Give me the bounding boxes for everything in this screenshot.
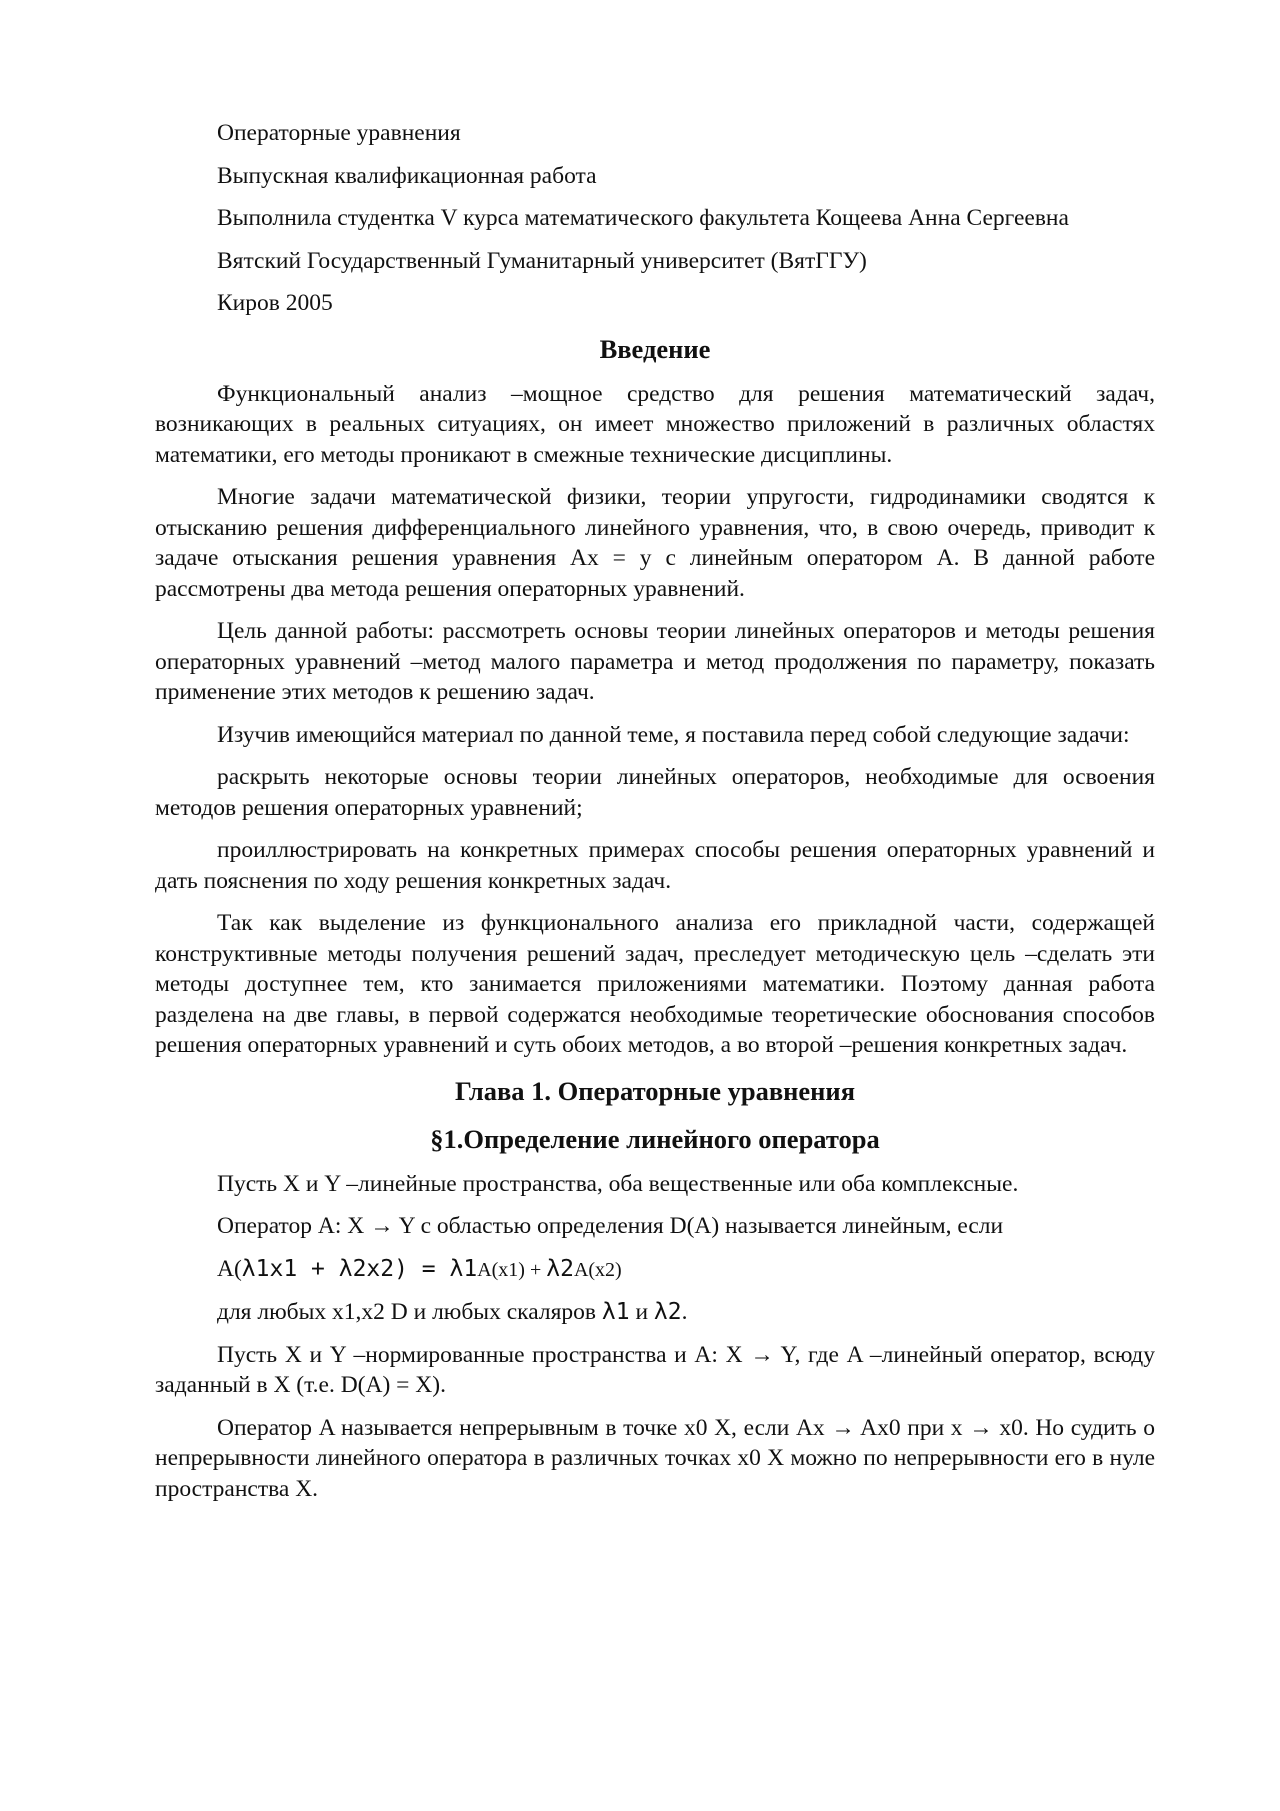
- city-year: Киров 2005: [217, 290, 333, 316]
- intro-paragraph: Цель данной работы: рассмотреть основы теории линейных операторов и методы решения операторных уравнений –метод малого параметра и метод продолжения по параметру, показать применение этих методов к решению задач.: [155, 618, 1155, 705]
- formula-part: A(: [217, 1255, 242, 1282]
- author-line: Выполнила студентка V курса математического факультета Кощеева Анна Сергеевна: [217, 205, 1069, 231]
- section-heading: §1.Определение линейного оператора: [430, 1123, 880, 1154]
- lambda-1: λ1: [601, 1299, 630, 1325]
- intro-paragraph: Многие задачи математической физики, теории упругости, гидродинамики сводятся к отысканию решения дифференциального линейного уравнения, что, в свою очередь, приводит к задаче отыскания решения уравнения Ax = y с линейным оператором A. В данной работе рассмотрены два метода решения операторных уравнений.: [155, 484, 1155, 602]
- linear-definition: Оператор A: X → Y с областью определения D(A) называется линейным, если: [217, 1213, 1004, 1239]
- continuity-paragraph: Оператор A называется непрерывным в точке x0 X, если Ax → Ax0 при x → x0. Но судить о непрерывности линейного оператора в различных точках x0 X можно по непрерывности его в нуле пространства X.: [155, 1414, 1155, 1502]
- spaces-paragraph: Пусть X и Y –линейные пространства, оба вещественные или оба комплексные.: [217, 1170, 1019, 1197]
- formula-lambda: λ2: [546, 1255, 574, 1282]
- formula-lambda: λ1x1 + λ2x2) = λ1: [241, 1255, 478, 1282]
- intro-paragraph: Так как выделение из функционального анализа его прикладной части, содержащей конструктивные методы получения решений задач, преследует методическую цель –сделать эти методы доступнее тем, кто занимается приложениями математики. Поэтому данная работа разделена на две главы, в первой содержатся необходимые теоретические обоснования способов решения операторных уравнений и суть обоих методов, а во второй –решения конкретных задач.: [155, 910, 1155, 1058]
- formula-part: A(x1) +: [477, 1258, 547, 1281]
- normed-spaces-paragraph: Пусть X и Y –нормированные пространства и A: X → Y, где A –линейный оператор, всюду заданный в X (т.е. D(A) = X).: [155, 1341, 1155, 1398]
- scalars-line: [155, 1297, 1155, 1328]
- task-item: раскрыть некоторые основы теории линейных операторов, необходимые для освоения методов решения операторных уравнений;: [155, 764, 1155, 821]
- linearity-formula: [155, 1254, 1155, 1286]
- document-page: [155, 118, 1155, 1516]
- intro-heading: Введение: [599, 333, 711, 364]
- task-item: проиллюстрировать на конкретных примерах способы решения операторных уравнений и дать пояснения по ходу решения конкретных задач.: [155, 837, 1155, 894]
- scalars-text: для любых x1,x2 D и любых скаляров: [217, 1299, 602, 1325]
- scalars-text: .: [681, 1299, 688, 1325]
- scalars-text: и: [629, 1299, 654, 1325]
- formula-part: A(x2): [573, 1258, 622, 1281]
- intro-paragraph: Изучив имеющийся материал по данной теме, я поставила перед собой следующие задачи:: [217, 721, 1130, 748]
- lambda-2: λ2: [653, 1299, 682, 1325]
- university-line: Вятский Государственный Гуманитарный университет (ВятГГУ): [217, 247, 867, 274]
- intro-paragraph: Функциональный анализ –мощное средство для решения математический задач, возникающих в реальных ситуациях, он имеет множество приложений в различных областях математики, его методы проникают в смежные технические дисциплины.: [155, 380, 1155, 468]
- chapter-heading: Глава 1. Операторные уравнения: [454, 1075, 856, 1106]
- title-line: Операторные уравнения: [217, 120, 461, 146]
- work-type: Выпускная квалификационная работа: [217, 162, 597, 189]
